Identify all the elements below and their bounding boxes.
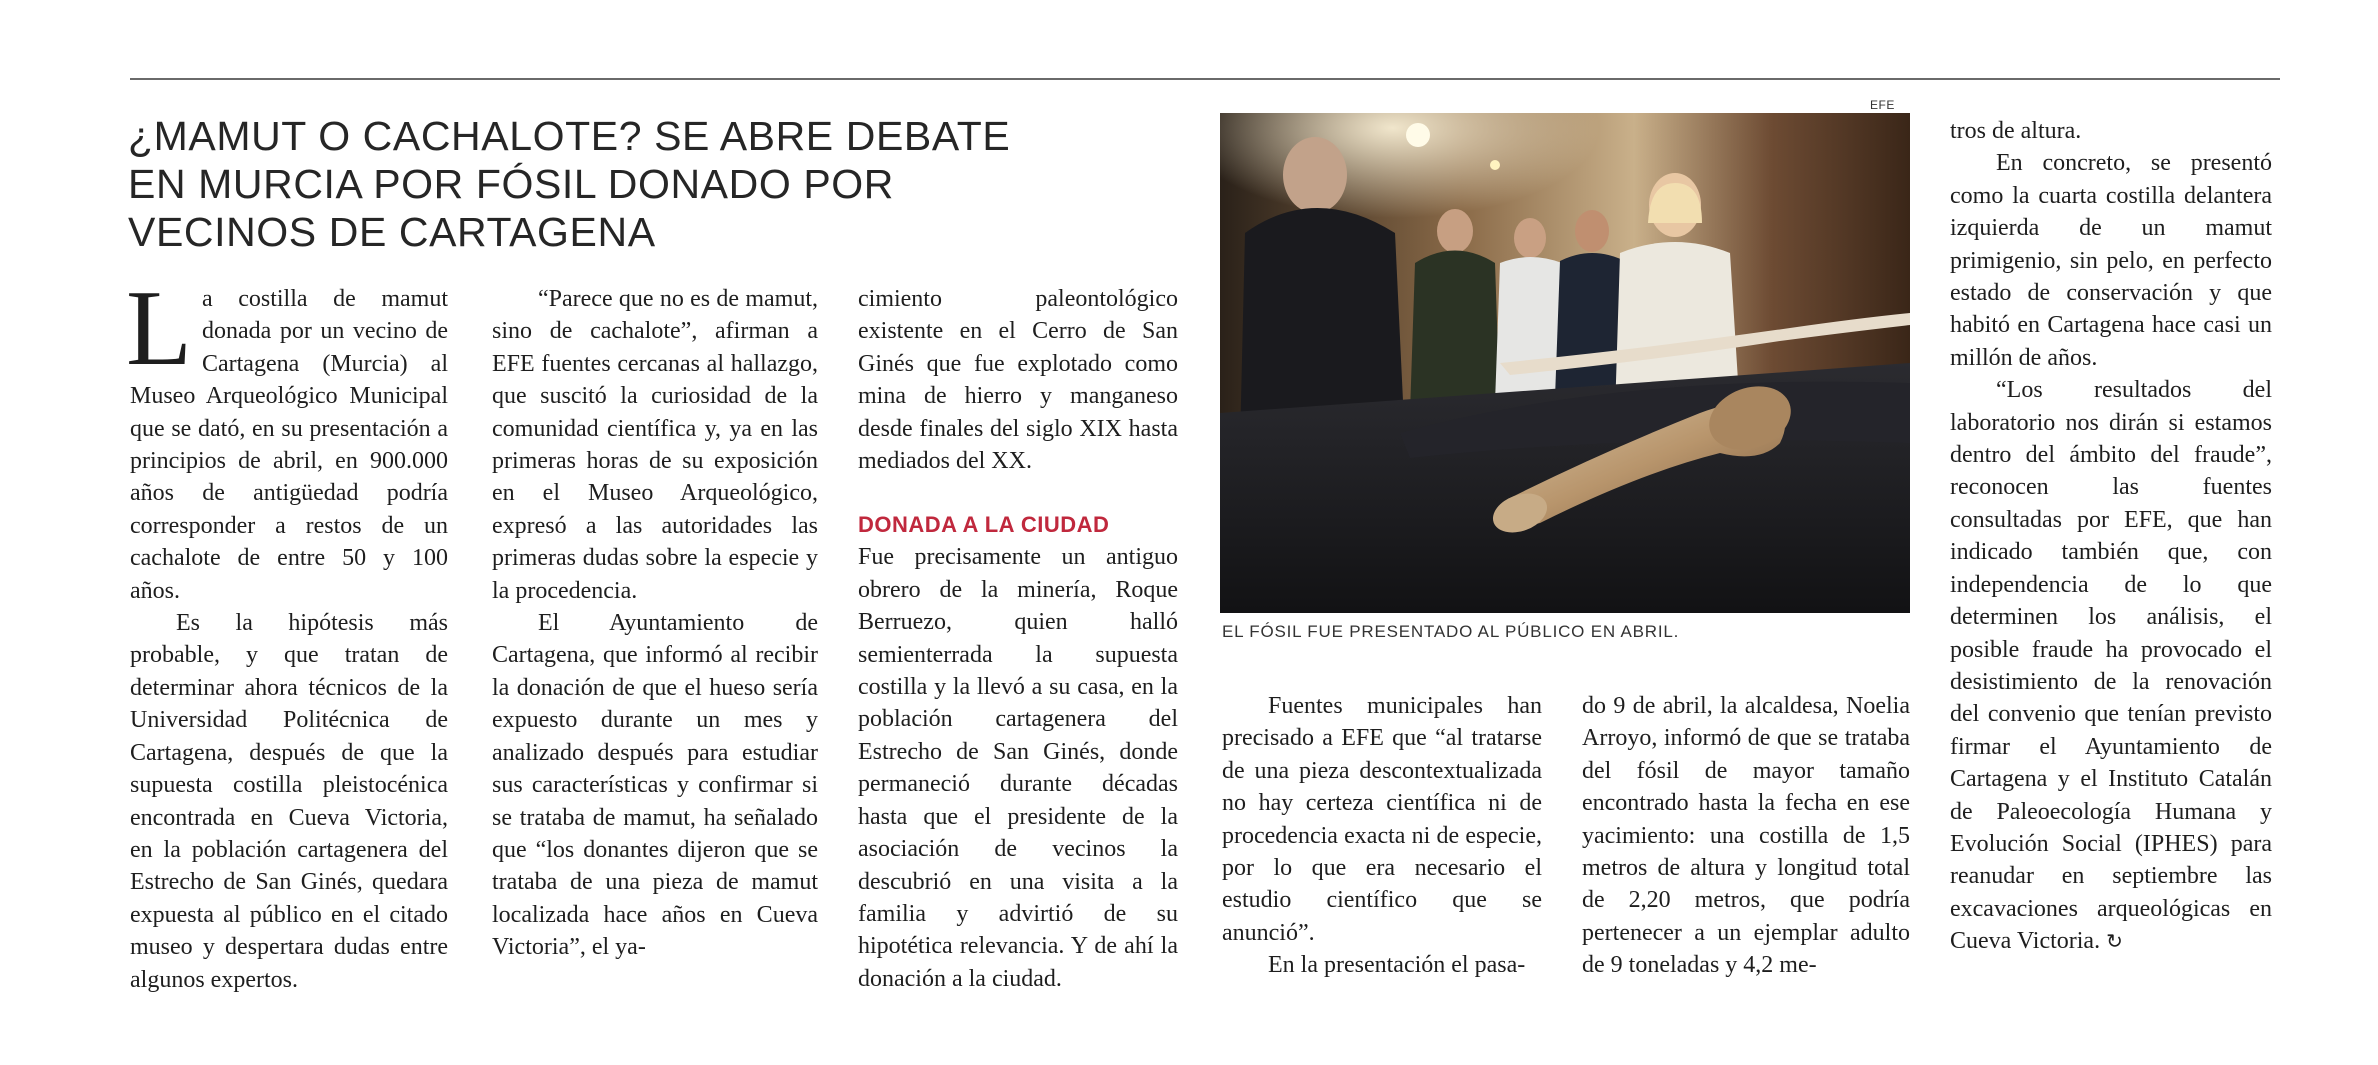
paragraph: El Ayuntamiento de Cartagena, que informó al recibir la donación de que el hueso sería expuesto durante un mes y analizado después para estudiar sus características y confirmar si se trataba de mamut, ha señalado que “los donantes dijeron que se trataba de una pieza de mamut localizada hace años en Cueva Victoria”, el ya- [492, 610, 818, 961]
column-3 [858, 283, 1178, 995]
paragraph: Fue precisamente un antiguo obrero de la minería, Roque Berruezo, quien halló semienterrada la supuesta costilla y la llevó a su casa, en la población cartagenera del Estrecho de San Ginés, donde permaneció durante décadas hasta que el presidente de la asociación de vecinos la descubrió en una visita a la familia y advirtió de su hipotética relevancia. Y de ahí la donación a la ciudad. [858, 544, 1178, 992]
headline [128, 112, 1188, 256]
paragraph [126, 269, 448, 607]
top-rule [130, 78, 2280, 80]
paragraph: do 9 de abril, la alcaldesa, Noelia Arroyo, informó de que se trataba del fósil de mayor tamaño encontrado hasta la fecha en ese yacimiento: una costilla de 1,5 metros de altura y longitud total de 2,20 metros, que podría pertenecer a un ejemplar adulto de 9 toneladas y 4,2 me- [1582, 693, 1910, 979]
paragraph [1950, 374, 2272, 957]
headline-line-3: VECINOS DE CARTAGENA [128, 209, 656, 255]
photo-caption: EL FÓSIL FUE PRESENTADO AL PÚBLICO EN ABRIL. [1222, 622, 1680, 641]
column-1 [126, 269, 448, 996]
paragraph: Es la hipótesis más probable, y que tratan de determinar ahora técnicos de la Universidad Politécnica de Cartagena, después de que la supuesta costilla pleistocénica encontrada en Cueva Victoria, en la población cartagenera del Estrecho de San Ginés, quedara expuesta al público en el citado museo y despertara dudas entre algunos expertos. [130, 610, 448, 993]
paragraph: Fuentes municipales han precisado a EFE que “al tratarse de una pieza descontextualizada no hay certeza científica ni de procedencia exacta ni de especie, por lo que era necesario el estudio científico que se anunció”. [1222, 693, 1542, 946]
drop-cap: L [126, 269, 192, 388]
fossil-presentation-image [1220, 113, 1910, 613]
paragraph-text: a costilla de mamut donada por un vecino de Cartagena (Murcia) al Museo Arqueológico Municipal que se dató, en su presentación a principios de abril, en 900.000 años de antigüedad podría corresponder a restos de un cachalote de entre 50 y 100 años. [130, 286, 448, 604]
paragraph: En la presentación el pasa- [1268, 952, 1526, 979]
paragraph: cimiento paleontológico existente en el Cerro de San Ginés que fue explotado como mina de hierro y manganeso desde finales del siglo XIX hasta mediados del XX. [858, 286, 1178, 475]
headline-line-2: EN MURCIA POR FÓSIL DONADO POR [128, 161, 894, 207]
column-5 [1582, 690, 1910, 982]
headline-line-1: ¿MAMUT O CACHALOTE? SE ABRE DEBATE [128, 113, 1011, 159]
photo-credit: EFE [1870, 98, 1895, 112]
article-photo [1220, 113, 1910, 613]
paragraph: “Parece que no es de mamut, sino de cachalote”, afirman a EFE fuentes cercanas al hallazgo, que suscitó la curiosidad de la comunidad científica y, ya en las primeras horas de su exposición en el Museo Arqueológico, expresó a las autoridades las primeras dudas sobre la especie y la procedencia. [492, 286, 818, 604]
column-4 [1222, 690, 1542, 982]
end-of-article-icon: ↻ [2106, 929, 2123, 954]
column-2 [492, 283, 818, 964]
column-6 [1950, 115, 2272, 958]
paragraph-text: “Los resultados del laboratorio nos dirán si estamos dentro del ámbito del fraude”, reconocen las fuentes consultadas por EFE, que han indicado también que, con independencia de lo que determinen los análisis, el posible fraude ha provocado el desistimiento de la renovación del convenio que tenían previsto firmar el Ayuntamiento de Cartagena y el Instituto Catalán de Paleoecología Humana y Evolución Social (IPHES) para reanudar en septiembre las excavaciones arqueológicas en Cueva Victoria. [1950, 377, 2272, 955]
paragraph: tros de altura. [1950, 118, 2082, 144]
paragraph: En concreto, se presentó como la cuarta costilla delantera izquierda de un mamut primigenio, sin pelo, en perfecto estado de conservación y que habitó en Cartagena hace casi un millón de años. [1950, 150, 2272, 371]
section-subhead: DONADA A LA CIUDAD [858, 512, 1110, 538]
